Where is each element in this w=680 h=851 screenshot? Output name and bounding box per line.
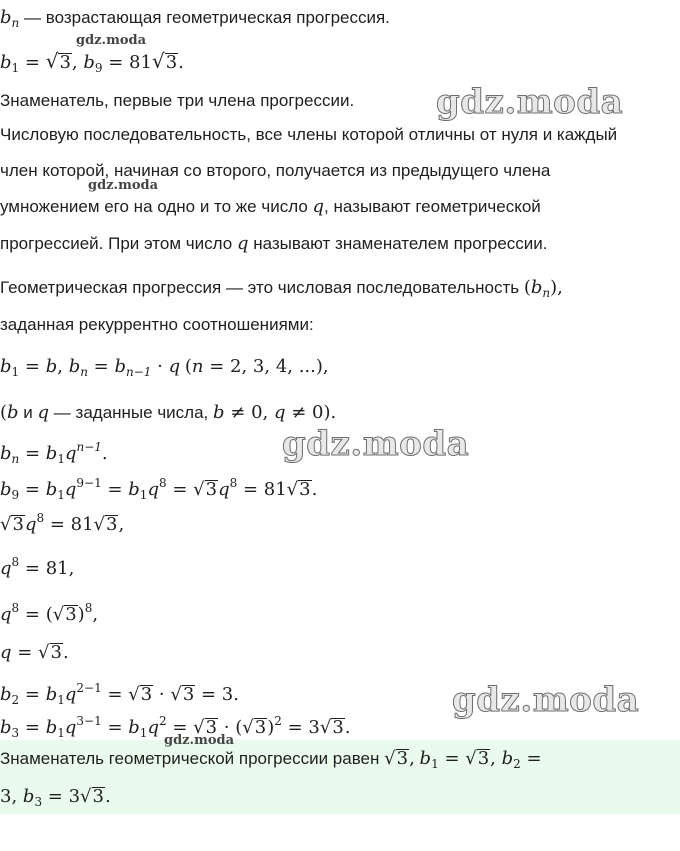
given-line: $b_n$ — возрастающая геометрическая прогрессия.	[0, 7, 390, 30]
watermark: gdz.moda	[436, 82, 624, 122]
definition-line-3: умножением его на одно и то же число q, называют геометрической	[0, 196, 541, 217]
watermark: gdz.moda	[88, 178, 159, 193]
step-b2: $b_2 = b_1q^{2-1} = √3 \cdot √3 = 3$.	[0, 681, 239, 707]
recurrence-formula: $b_1 = b$, $b_n = b_{n-1} \cdot q$ (n = 2, 3, 4, ...),	[0, 356, 329, 379]
step-general-formula: $b_n = b_1q^{n-1}$.	[0, 440, 108, 466]
watermark: gdz.moda	[164, 733, 235, 748]
definition-line-4: прогрессией. При этом число q называют знаменателем прогрессии.	[0, 233, 548, 254]
recurrence-line-2: заданная рекуррентно соотношениями:	[0, 315, 314, 334]
step-q8-root: $q^8 = (√3)^8$,	[0, 601, 99, 625]
step-b9: $b_9 = b_1q^{9-1} = b_1q^8 = √3q^8 = 81√3$.	[0, 476, 318, 502]
watermark: gdz.moda	[76, 33, 147, 48]
step-q8: $q^8 = 81$,	[0, 555, 75, 579]
recurrence-note: (b и q — заданные числа, b ≠ 0, q ≠ 0).	[0, 402, 337, 423]
step-q: q = √3.	[0, 642, 69, 663]
step-equation: $√3q^8 = 81√3$,	[0, 511, 125, 535]
step-b3: $b_3 = b_1q^{3-1} = b_1q^2 = √3 \cdot (√3)^2 = 3√3$.	[0, 714, 351, 740]
answer-line-2: 3, $b_3 = 3√3$.	[0, 786, 111, 809]
watermark: gdz.moda	[282, 424, 470, 464]
given-values: $b_1 = √3$, $b_9 = 81√3$.	[0, 49, 184, 75]
answer-line-1: Знаменатель геометрической прогрессии равен √3, $b_1 = √3$, $b_2$ =	[0, 748, 542, 771]
definition-line-1: Числовую последовательность, все члены которой отличны от нуля и каждый	[0, 125, 618, 144]
question-line: Знаменатель, первые три члена прогрессии.	[0, 91, 355, 110]
watermark: gdz.moda	[452, 680, 640, 720]
recurrence-line-1: Геометрическая прогрессия — это числовая последовательность $(b_n)$,	[0, 277, 563, 300]
definition-line-2: член которой, начиная со второго, получается из предыдущего члена	[0, 161, 551, 180]
